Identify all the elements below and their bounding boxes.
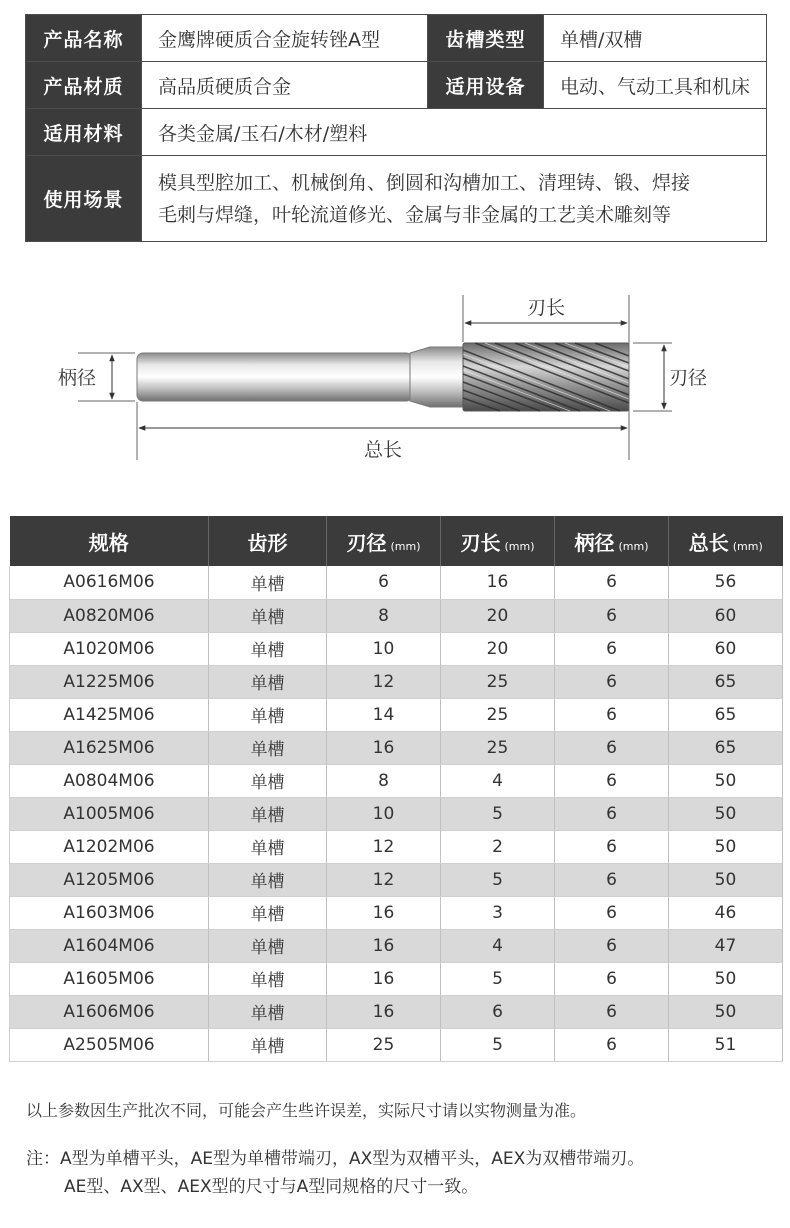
table-cell: 6 — [327, 566, 441, 599]
table-cell: 50 — [669, 797, 783, 830]
tool-dimension-diagram — [0, 280, 790, 470]
table-cell: 6 — [555, 896, 669, 929]
table-cell: A1625M06 — [10, 731, 209, 764]
table-cell: 单槽 — [209, 995, 327, 1028]
table-cell: 65 — [669, 698, 783, 731]
type-note-line-2: AE型、AX型、AEX型的尺寸与A型同规格的尺寸一致。 — [64, 1177, 479, 1197]
table-cell: 6 — [555, 599, 669, 632]
table-cell: 单槽 — [209, 698, 327, 731]
work-material-label: 适用材料 — [26, 109, 142, 156]
spec-header-cell — [441, 516, 555, 566]
table-row — [10, 896, 783, 929]
table-cell: 50 — [669, 830, 783, 863]
table-cell: A1205M06 — [10, 863, 209, 896]
table-cell: A1425M06 — [10, 698, 209, 731]
table-cell: 6 — [555, 830, 669, 863]
table-row — [10, 995, 783, 1028]
table-cell: 4 — [441, 764, 555, 797]
table-cell: 6 — [555, 764, 669, 797]
spec-header-unit: (mm) — [618, 539, 649, 553]
spec-header-label: 齿形 — [247, 530, 288, 555]
blade-length-label: 刃长 — [526, 297, 566, 319]
table-cell: 12 — [327, 665, 441, 698]
table-cell: 5 — [441, 1028, 555, 1061]
table-cell: 单槽 — [209, 962, 327, 995]
spec-table — [9, 516, 783, 1062]
table-row — [10, 863, 783, 896]
spec-header-unit: (mm) — [390, 539, 421, 553]
table-cell: 50 — [669, 764, 783, 797]
table-cell: 50 — [669, 962, 783, 995]
table-cell: 5 — [441, 797, 555, 830]
spec-header-label: 刃径 — [346, 530, 387, 555]
table-cell: 6 — [555, 929, 669, 962]
table-cell: 单槽 — [209, 896, 327, 929]
usage-label: 使用场景 — [26, 156, 142, 242]
usage-value — [142, 156, 767, 242]
material-label: 产品材质 — [26, 62, 142, 109]
spec-header-unit: (mm) — [732, 539, 763, 553]
table-row — [10, 764, 783, 797]
table-cell: 60 — [669, 632, 783, 665]
table-row — [10, 1028, 783, 1061]
table-cell: 6 — [555, 863, 669, 896]
table-cell: A1202M06 — [10, 830, 209, 863]
table-row — [10, 698, 783, 731]
table-cell: 6 — [555, 797, 669, 830]
table-cell: A1603M06 — [10, 896, 209, 929]
spec-header-cell — [327, 516, 441, 566]
table-cell: A0616M06 — [10, 566, 209, 599]
table-cell: 单槽 — [209, 632, 327, 665]
equipment-value: 电动、气动工具和机床 — [544, 62, 767, 109]
spec-header-cell — [555, 516, 669, 566]
table-cell: 单槽 — [209, 797, 327, 830]
table-cell: 单槽 — [209, 599, 327, 632]
table-cell: 6 — [555, 566, 669, 599]
table-cell: 单槽 — [209, 830, 327, 863]
table-cell: 6 — [441, 995, 555, 1028]
usage-line-2: 毛刺与焊缝，叶轮流道修光、金属与非金属的工艺美术雕刻等 — [158, 203, 672, 226]
spec-header-unit: (mm) — [504, 539, 535, 553]
table-cell: 60 — [669, 599, 783, 632]
table-cell: 65 — [669, 665, 783, 698]
table-cell: 50 — [669, 995, 783, 1028]
table-cell: 65 — [669, 731, 783, 764]
table-cell: 6 — [555, 995, 669, 1028]
total-length-label: 总长 — [363, 439, 403, 461]
table-row — [10, 830, 783, 863]
product-name-label: 产品名称 — [26, 15, 142, 62]
tooth-type-label: 齿槽类型 — [428, 15, 544, 62]
table-row — [10, 731, 783, 764]
table-row — [10, 797, 783, 830]
shank-diameter-label: 柄径 — [58, 367, 97, 389]
table-cell: 20 — [441, 632, 555, 665]
table-cell: 6 — [555, 1028, 669, 1061]
table-cell: 25 — [441, 698, 555, 731]
table-cell: A1005M06 — [10, 797, 209, 830]
work-material-value: 各类金属/玉石/木材/塑料 — [142, 109, 767, 156]
spec-header-cell — [669, 516, 783, 566]
table-cell: 6 — [555, 632, 669, 665]
table-cell: 6 — [555, 731, 669, 764]
table-cell: 14 — [327, 698, 441, 731]
table-row — [10, 566, 783, 599]
table-row — [10, 665, 783, 698]
usage-line-1: 模具型腔加工、机械倒角、倒圆和沟槽加工、清理铸、锻、焊接 — [158, 171, 691, 194]
table-cell: 5 — [441, 863, 555, 896]
table-cell: 2 — [441, 830, 555, 863]
tolerance-note: 以上参数因生产批次不同，可能会产生些许误差，实际尺寸请以实物测量为准。 — [26, 1101, 587, 1120]
table-cell: 12 — [327, 863, 441, 896]
table-cell: 16 — [441, 566, 555, 599]
table-cell: 单槽 — [209, 764, 327, 797]
table-cell: 46 — [669, 896, 783, 929]
table-cell: 16 — [327, 995, 441, 1028]
spec-header-cell — [10, 516, 209, 566]
table-cell: 10 — [327, 797, 441, 830]
table-cell: 25 — [441, 665, 555, 698]
table-cell: 8 — [327, 599, 441, 632]
table-cell: 8 — [327, 764, 441, 797]
material-value: 高品质硬质合金 — [142, 62, 428, 109]
table-cell: 单槽 — [209, 1028, 327, 1061]
table-cell: 50 — [669, 863, 783, 896]
tooth-type-value: 单槽/双槽 — [544, 15, 767, 62]
type-note — [26, 1145, 644, 1201]
table-cell: 47 — [669, 929, 783, 962]
table-cell: 25 — [441, 731, 555, 764]
table-cell: 10 — [327, 632, 441, 665]
spec-body — [10, 566, 783, 1061]
table-row — [10, 929, 783, 962]
table-cell: 单槽 — [209, 863, 327, 896]
table-cell: 16 — [327, 896, 441, 929]
table-cell: A1225M06 — [10, 665, 209, 698]
table-cell: A2505M06 — [10, 1028, 209, 1061]
table-cell: A1606M06 — [10, 995, 209, 1028]
type-note-line-1: 注：A型为单槽平头，AE型为单槽带端刃，AX型为双槽平头，AEX为双槽带端刃。 — [26, 1149, 645, 1169]
table-cell: 16 — [327, 962, 441, 995]
spec-header-label: 柄径 — [574, 530, 615, 555]
table-cell: 单槽 — [209, 731, 327, 764]
table-cell: A0820M06 — [10, 599, 209, 632]
product-name-value: 金鹰牌硬质合金旋转锉A型 — [142, 15, 428, 62]
table-row — [10, 632, 783, 665]
equipment-label: 适用设备 — [428, 62, 544, 109]
table-cell: 56 — [669, 566, 783, 599]
table-cell: 3 — [441, 896, 555, 929]
burr-tool-icon — [137, 343, 629, 411]
table-cell: A1605M06 — [10, 962, 209, 995]
table-cell: 6 — [555, 962, 669, 995]
table-cell: 16 — [327, 731, 441, 764]
spec-header-row — [10, 516, 783, 566]
product-info-table — [25, 14, 767, 242]
table-cell: 单槽 — [209, 566, 327, 599]
table-cell: 单槽 — [209, 665, 327, 698]
table-cell: 51 — [669, 1028, 783, 1061]
table-cell: 20 — [441, 599, 555, 632]
spec-header-label: 规格 — [88, 530, 129, 555]
table-cell: 12 — [327, 830, 441, 863]
table-cell: 6 — [555, 665, 669, 698]
table-cell: 4 — [441, 929, 555, 962]
table-cell: 25 — [327, 1028, 441, 1061]
table-cell: 6 — [555, 698, 669, 731]
table-cell: 16 — [327, 929, 441, 962]
spec-header-cell — [209, 516, 327, 566]
table-cell: A1020M06 — [10, 632, 209, 665]
table-cell: A1604M06 — [10, 929, 209, 962]
table-cell: 单槽 — [209, 929, 327, 962]
blade-diameter-label: 刃径 — [669, 367, 708, 389]
table-cell: A0804M06 — [10, 764, 209, 797]
spec-header-label: 总长 — [688, 530, 729, 555]
table-row — [10, 599, 783, 632]
table-row — [10, 962, 783, 995]
spec-header-label: 刃长 — [460, 530, 501, 555]
table-cell: 5 — [441, 962, 555, 995]
